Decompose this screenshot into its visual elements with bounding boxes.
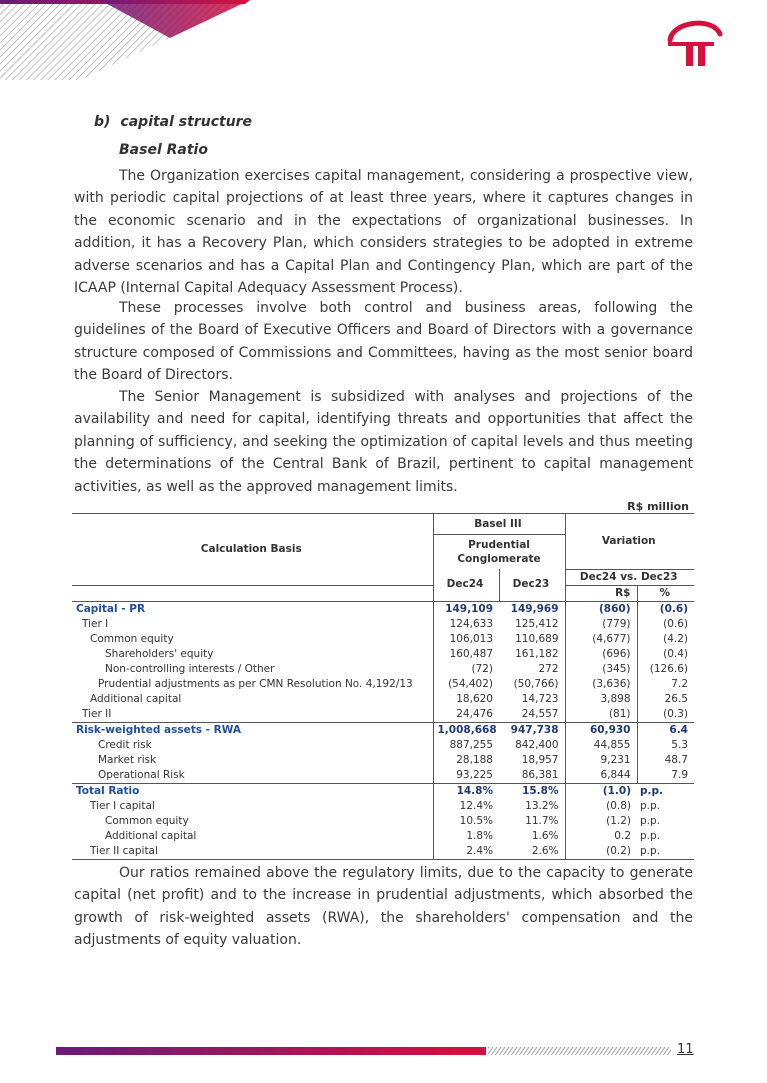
cell-dec23: 1.6%	[499, 829, 565, 844]
cell-dec23: 947,738	[499, 722, 565, 738]
table-row	[72, 692, 694, 707]
table-row	[72, 677, 694, 692]
subtitle: Basel Ratio	[119, 142, 208, 158]
cell-pct: (0.6)	[663, 617, 688, 630]
cell-pct: (0.6)	[659, 602, 688, 615]
header-rs: R$	[565, 585, 637, 601]
empty-cell	[72, 585, 433, 601]
cell-pct: 26.5	[664, 692, 688, 705]
table-row	[72, 814, 694, 829]
header-basel: Basel III	[433, 514, 565, 535]
table-row	[72, 722, 694, 738]
cell-dec23: 110,689	[499, 632, 565, 647]
cell-dec23: 2.6%	[499, 844, 565, 860]
row-label: Market risk	[98, 753, 157, 766]
corner-decoration	[0, 0, 250, 80]
row-label: Tier II	[72, 707, 433, 723]
table-row	[72, 601, 694, 617]
row-label: Additional capital	[90, 692, 182, 705]
cell-pct: (0.3)	[637, 707, 694, 723]
paragraph-2: These processes involve both control and business areas, following the guidelines of the Board of Executive Officers and Board of Directors with a governance structure composed of Commissions and Committees, having as the most senior board the Board of Directors.	[74, 300, 693, 384]
paragraph-1: The Organization exercises capital management, considering a prospective view, with periodic capital projections of at least three years, where it captures changes in the economic scenario and in the expectations of organizational businesses. In addition, it has a Recovery Plan, which considers strategies to be adopted in extreme adverse scenarios and has a Capital Plan and Contingency Plan, which are part of the ICAAP (Internal Capital Adequacy Assessment Process).	[74, 168, 693, 297]
cell-var: 9,231	[565, 753, 637, 768]
paragraph-4: Our ratios remained above the regulatory limits, due to the capacity to generate capital (net profit) and to the increase in prudential adjustments, which absorbed the growth of risk-weighted assets (RWA), the shareholders' compensation and the adjustments of equity valuation.	[74, 865, 693, 949]
cell-dec23: 86,381	[499, 768, 565, 784]
cell-dec23: 24,557	[499, 707, 565, 723]
page-number: 11	[677, 1042, 694, 1057]
cell-dec24: 28,188	[433, 753, 499, 768]
cell-dec24: 93,225	[433, 768, 499, 784]
table-row	[72, 632, 694, 647]
cell-pct: (126.6)	[649, 662, 688, 675]
cell-dec23: 149,969	[499, 601, 565, 617]
cell-var: (4,677)	[565, 632, 637, 647]
table-row	[72, 829, 694, 844]
cell-dec24: 149,109	[433, 601, 499, 617]
table-row	[72, 844, 694, 860]
table-row	[72, 647, 694, 662]
section-title-text: capital structure	[120, 114, 253, 130]
table-row	[72, 783, 694, 799]
row-label: Prudential adjustments as per CMN Resolution No. 4,192/13	[98, 677, 413, 690]
cell-dec23: 14,723	[499, 692, 565, 707]
cell-dec24: 124,633	[433, 617, 499, 632]
section-title	[94, 114, 252, 130]
cell-dec23: 15.8%	[499, 783, 565, 799]
header-pct: %	[637, 585, 694, 601]
cell-var: 6,844	[565, 768, 637, 784]
cell-dec24: 106,013	[433, 632, 499, 647]
cell-dec24: 160,487	[433, 647, 499, 662]
table-row	[72, 753, 694, 768]
cell-pct: p.p.	[637, 844, 694, 860]
header-calc-basis: Calculation Basis	[72, 514, 433, 586]
cell-var: (3,636)	[565, 677, 637, 692]
cell-var: 44,855	[565, 738, 637, 753]
cell-dec23: 161,182	[499, 647, 565, 662]
cell-dec23: 13.2%	[499, 799, 565, 814]
cell-pct: 7.9	[637, 768, 694, 784]
cell-var: (779)	[565, 617, 637, 632]
cell-dec24: 10.5%	[433, 814, 499, 829]
table-row	[72, 799, 694, 814]
cell-var: (345)	[565, 662, 637, 677]
cell-var: 60,930	[565, 722, 637, 738]
row-label: Risk-weighted assets - RWA	[76, 723, 241, 736]
cell-pct: p.p.	[640, 784, 664, 797]
table-row	[72, 662, 694, 677]
cell-var: (1.2)	[606, 814, 631, 827]
cell-var: 0.2	[614, 829, 631, 842]
cell-pct: (0.4)	[663, 647, 688, 660]
row-label: Additional capital	[105, 829, 197, 842]
cell-var: (0.2)	[565, 844, 637, 860]
paragraph-3: The Senior Management is subsidized with analyses and projections of the availability and need for capital, identifying threats and opportunities that affect the planning of sufficiency, and seeking the optimization of capital levels and thus meeting the determinations of the Central Bank of Brazil, pertinent to capital management activities, as well as the approved management limits.	[74, 389, 693, 495]
row-label: Common equity	[105, 814, 189, 827]
row-label: Tier II capital	[72, 844, 433, 860]
row-label: Operational Risk	[72, 768, 433, 784]
cell-pct: 7.2	[671, 677, 688, 690]
cell-dec24: 1,008,668	[433, 722, 499, 738]
cell-dec23: 11.7%	[499, 814, 565, 829]
header-dec24: Dec24	[433, 569, 499, 601]
cell-dec23: 842,400	[499, 738, 565, 753]
cell-dec23: 125,412	[499, 617, 565, 632]
cell-dec24: (72)	[433, 662, 499, 677]
cell-dec24: 2.4%	[433, 844, 499, 860]
cell-pct: 48.7	[664, 753, 688, 766]
cell-dec24: 1.8%	[433, 829, 499, 844]
cell-pct: 5.3	[671, 738, 688, 751]
cell-var: (860)	[565, 601, 637, 617]
cell-dec24: 14.8%	[433, 783, 499, 799]
section-index: b)	[94, 114, 111, 130]
cell-pct: p.p.	[640, 829, 661, 842]
header-prudential: Prudential Conglomerate	[433, 535, 565, 570]
header-variation: Variation	[565, 514, 694, 570]
cell-dec23: (50,766)	[499, 677, 565, 692]
cell-dec24: (54,402)	[433, 677, 499, 692]
cell-var: (81)	[565, 707, 637, 723]
cell-dec24: 18,620	[433, 692, 499, 707]
row-label: Common equity	[90, 632, 174, 645]
cell-var: (0.8)	[606, 799, 631, 812]
row-label: Non-controlling interests / Other	[105, 662, 275, 675]
basel-ratio-table	[72, 513, 694, 860]
header-dec23: Dec23	[499, 569, 565, 601]
bradesco-logo-icon	[664, 14, 724, 70]
cell-pct: p.p.	[640, 799, 661, 812]
cell-dec24: 12.4%	[433, 799, 499, 814]
cell-pct: p.p.	[640, 814, 661, 827]
cell-var: 3,898	[565, 692, 637, 707]
cell-dec24: 24,476	[433, 707, 499, 723]
cell-dec23: 272	[499, 662, 565, 677]
row-label: Capital - PR	[76, 602, 146, 615]
table-row	[72, 617, 694, 632]
cell-pct: 6.4	[669, 723, 688, 736]
cell-dec23: 18,957	[499, 753, 565, 768]
row-label: Tier I	[82, 617, 109, 630]
cell-var: (1.0)	[602, 784, 631, 797]
row-label: Credit risk	[98, 738, 152, 751]
row-label: Tier I capital	[90, 799, 155, 812]
header-dec-vs: Dec24 vs. Dec23	[565, 569, 694, 585]
row-label: Shareholders' equity	[105, 647, 214, 660]
footer-bar	[56, 1047, 671, 1055]
cell-dec24: 887,255	[433, 738, 499, 753]
table-row	[72, 768, 694, 784]
cell-pct: (4.2)	[663, 632, 688, 645]
row-label: Total Ratio	[76, 784, 140, 797]
table-row	[72, 738, 694, 753]
table-row	[72, 707, 694, 723]
unit-label: R$ million	[627, 500, 689, 513]
cell-var: (696)	[565, 647, 637, 662]
